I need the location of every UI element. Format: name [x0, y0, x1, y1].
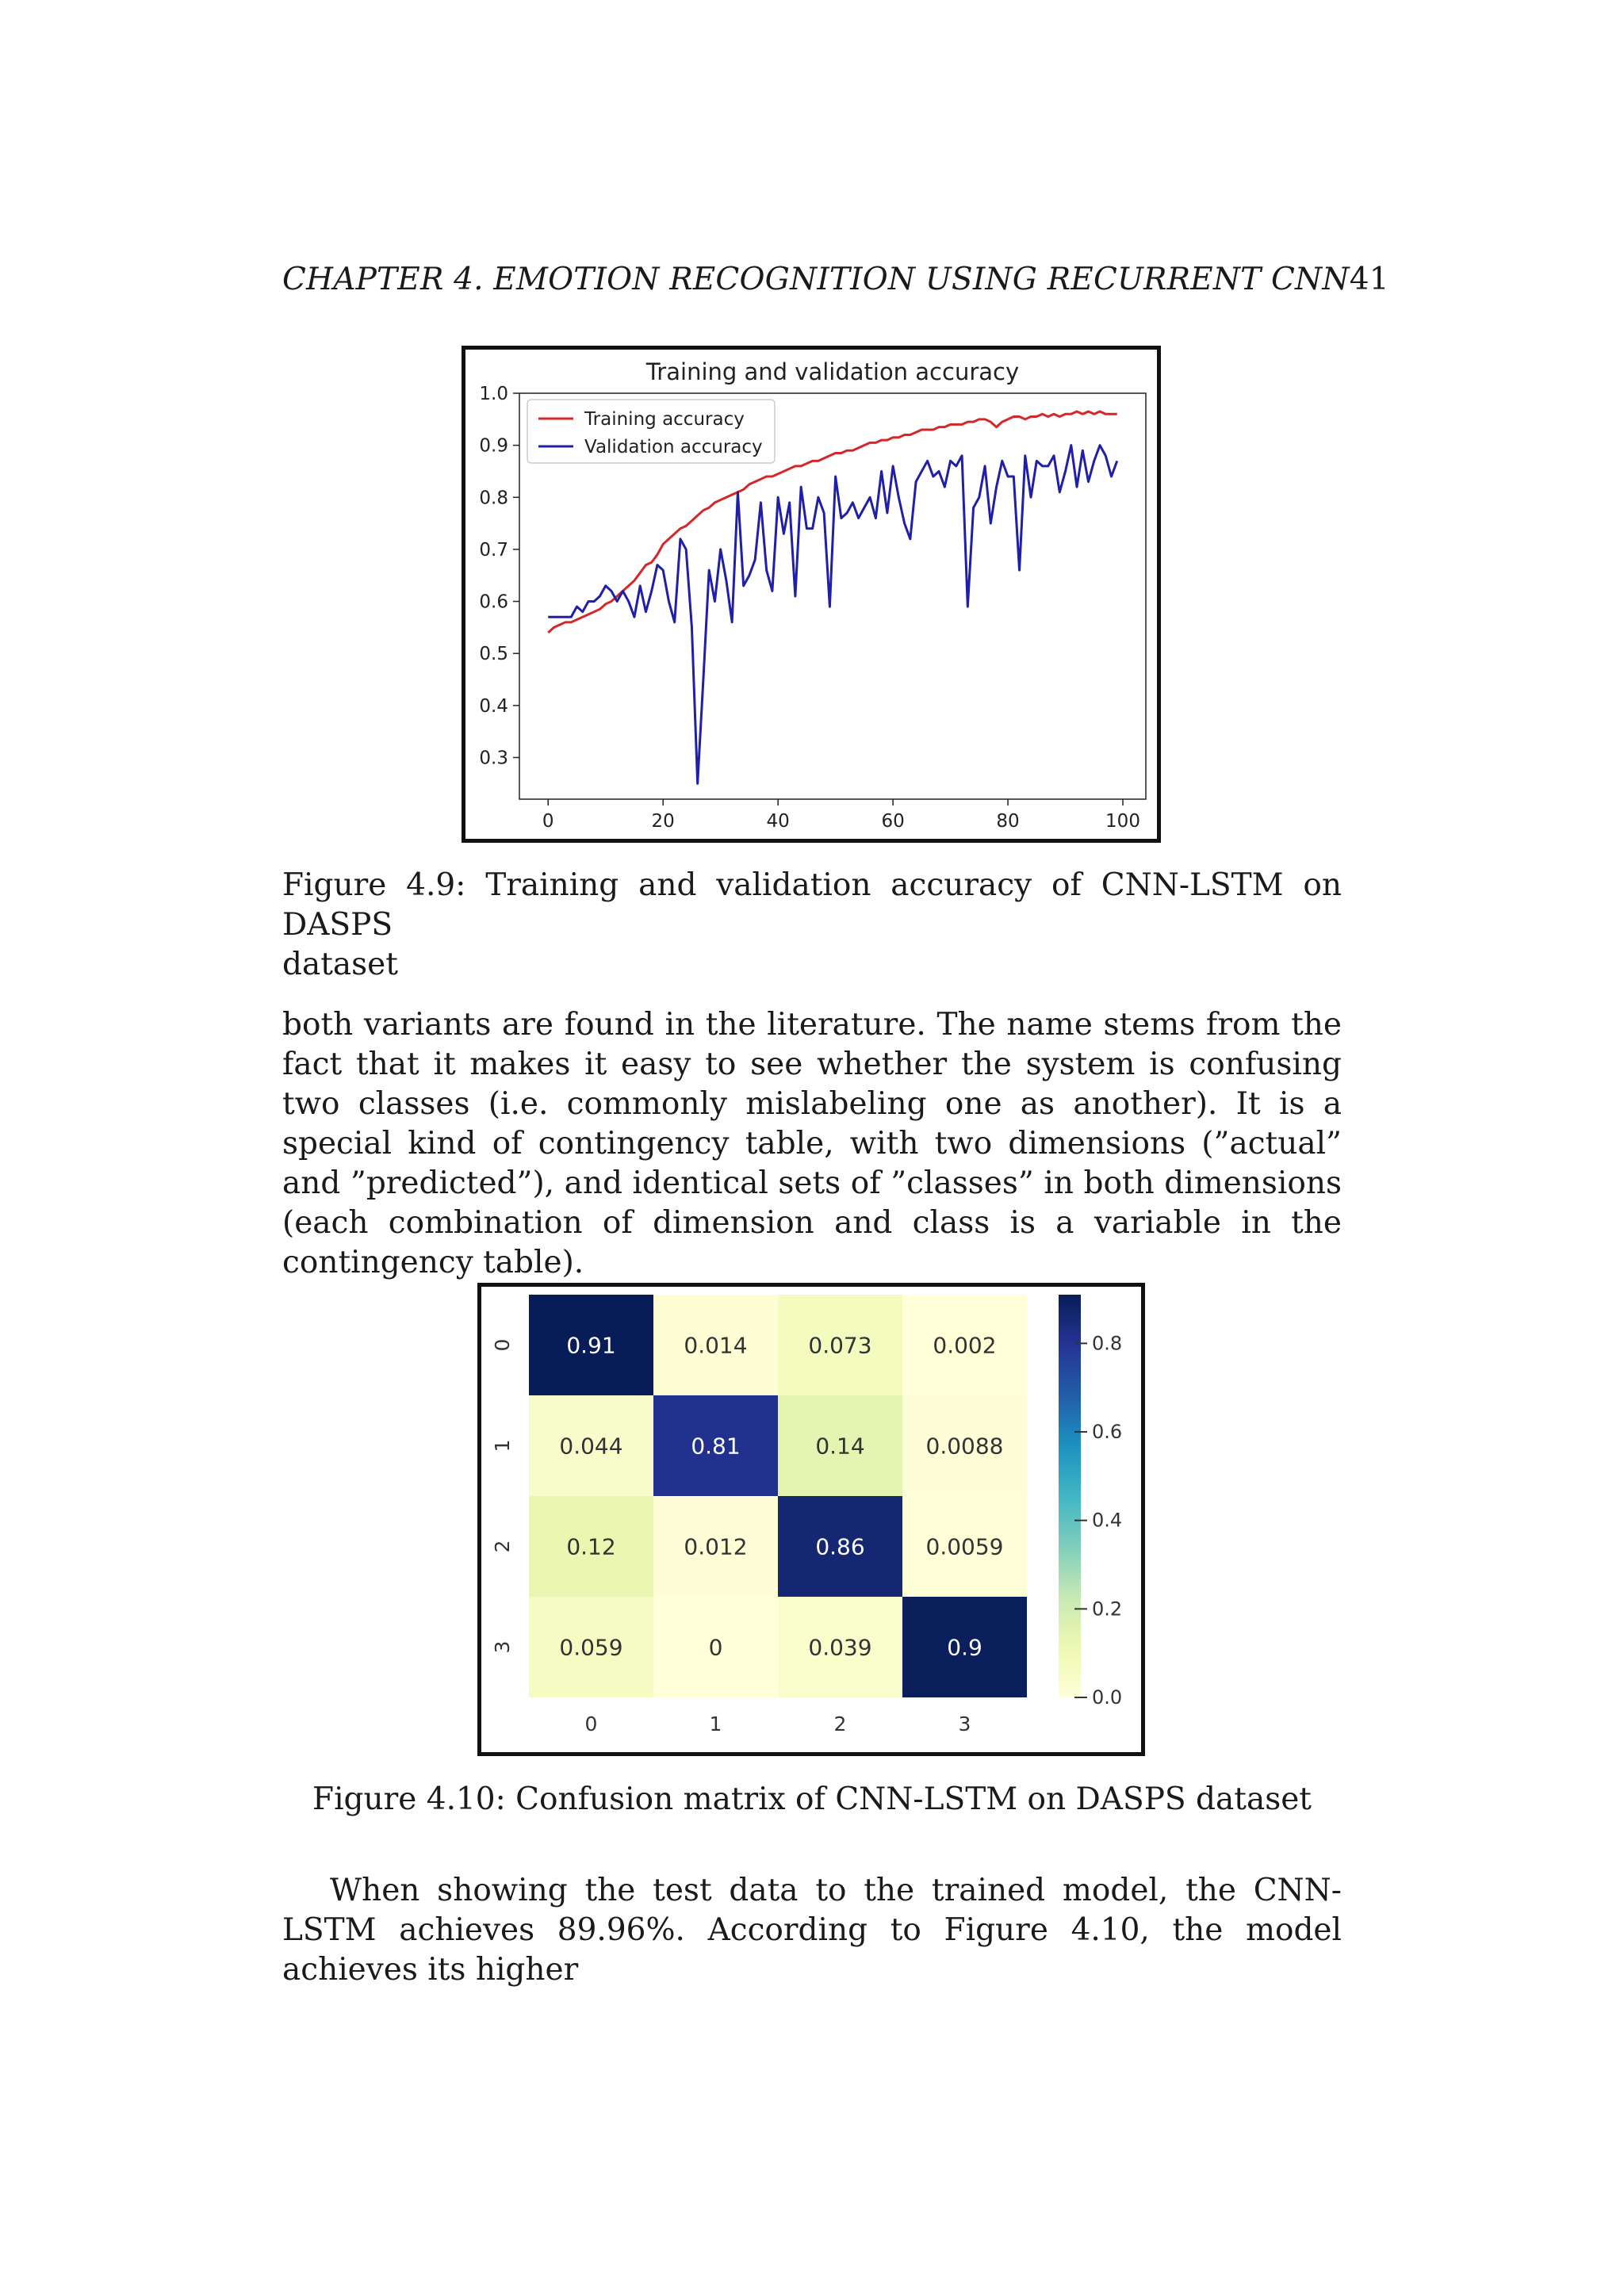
- cell-value-label: 0.91: [566, 1332, 616, 1359]
- body-paragraph-1: both variants are found in the literature. The name stems from the fact that it makes it easy to see whether the system is confusing two classes (i.e. commonly mislabeling one as another). It is a special kind of contingency table, with two dimensions (”actual” and ”predicted”), and identical sets of ”classes” in both dimensions (each combination of dimension and class is a variable in the contingency table).: [282, 1007, 1342, 1280]
- validation-accuracy-line: [548, 446, 1117, 784]
- x-tick-label: 80: [996, 811, 1020, 832]
- x-tick-label: 2: [833, 1712, 847, 1735]
- page-number: 41: [1349, 262, 1389, 297]
- x-tick-label: 3: [958, 1712, 971, 1735]
- y-tick-label: 0.9: [479, 435, 508, 457]
- cell-value-label: 0.12: [566, 1533, 616, 1560]
- y-tick-label: 0.7: [479, 539, 508, 561]
- figure-confusion-matrix: [477, 1283, 1145, 1756]
- x-tick-label: 20: [651, 811, 675, 832]
- y-tick-label: 0.8: [479, 488, 508, 509]
- y-tick-label: 2: [491, 1540, 514, 1553]
- x-tick-label: 60: [881, 811, 905, 832]
- chart-legend: [527, 400, 775, 463]
- colorbar-tick-label: 0.0: [1092, 1686, 1123, 1709]
- cell-value-label: 0.039: [808, 1634, 872, 1661]
- caption-line-2: dataset: [282, 947, 398, 982]
- y-tick-label: 0.6: [479, 591, 508, 613]
- confusion-matrix-heatmap: [481, 1287, 1141, 1752]
- figure-accuracy-chart: [462, 346, 1161, 843]
- x-tick-label: 100: [1105, 811, 1140, 832]
- caption-line-1: Figure 4.9: Training and validation accuracy of CNN-LSTM on DASPS: [282, 867, 1342, 943]
- cell-value-label: 0.012: [684, 1533, 748, 1560]
- colorbar-tick-label: 0.4: [1092, 1509, 1123, 1532]
- running-head: [282, 262, 1389, 297]
- running-title: CHAPTER 4. EMOTION RECOGNITION USING RECURRENT CNN: [282, 262, 1350, 297]
- y-tick-label: 1: [491, 1439, 514, 1452]
- cell-value-label: 0.044: [559, 1433, 623, 1460]
- cell-value-label: 0.14: [815, 1433, 865, 1460]
- figure-4-9-caption: [282, 866, 1342, 985]
- y-tick-label: 0.4: [479, 695, 508, 717]
- legend-label: Validation accuracy: [584, 437, 763, 457]
- y-tick-label: 1.0: [479, 384, 508, 404]
- cell-value-label: 0.002: [933, 1332, 997, 1359]
- x-tick-label: 0: [584, 1712, 598, 1735]
- cell-value-label: 0.9: [947, 1634, 982, 1661]
- body-paragraph-2: When showing the test data to the trained model, the CNN-LSTM achieves 89.96%. According to Figure 4.10, the model achieves its higher: [282, 1873, 1342, 1988]
- chart-title: Training and validation accuracy: [645, 358, 1020, 385]
- y-tick-label: 0.5: [479, 644, 508, 665]
- cell-value-label: 0.059: [559, 1634, 623, 1661]
- x-tick-label: 1: [709, 1712, 722, 1735]
- legend-label: Training accuracy: [584, 409, 745, 430]
- cell-value-label: 0: [708, 1634, 723, 1661]
- x-tick-label: 0: [542, 811, 554, 832]
- y-tick-label: 3: [491, 1640, 514, 1654]
- cell-value-label: 0.0059: [925, 1533, 1004, 1560]
- figure-4-10-caption: Figure 4.10: Confusion matrix of CNN-LSTM on DASPS dataset: [312, 1781, 1312, 1817]
- colorbar-tick-label: 0.2: [1092, 1598, 1123, 1621]
- cell-value-label: 0.014: [684, 1332, 748, 1359]
- cell-value-label: 0.81: [691, 1433, 741, 1460]
- colorbar: [1059, 1295, 1081, 1697]
- cell-value-label: 0.86: [815, 1533, 865, 1560]
- colorbar-tick-label: 0.6: [1092, 1421, 1123, 1444]
- accuracy-line-chart: [465, 350, 1157, 839]
- y-tick-label: 0.3: [479, 748, 508, 769]
- cell-value-label: 0.073: [808, 1332, 872, 1359]
- y-tick-label: 0: [491, 1338, 514, 1352]
- colorbar-tick-label: 0.8: [1092, 1332, 1123, 1355]
- cell-value-label: 0.0088: [925, 1433, 1004, 1460]
- x-tick-label: 40: [766, 811, 790, 832]
